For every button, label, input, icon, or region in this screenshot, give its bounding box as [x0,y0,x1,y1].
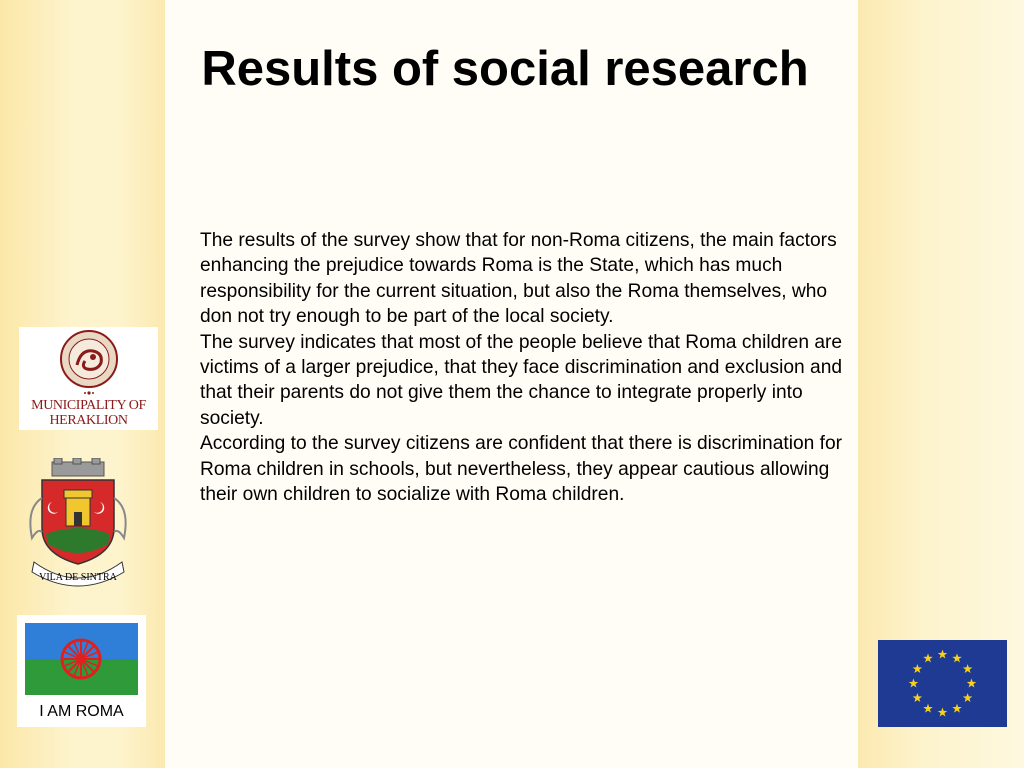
eu-star [923,653,933,662]
sintra-coat-of-arms [20,458,135,590]
eu-star [909,679,919,688]
sintra-shield-icon [20,458,135,590]
eu-star [913,664,923,673]
heraklion-line2: HERAKLION [49,413,128,428]
eu-star [952,653,962,662]
slide-title: Results of social research [201,42,809,96]
eu-stars-icon [878,640,1007,727]
eu-star [952,704,962,713]
eu-star [938,650,948,659]
eu-star [923,704,933,713]
heraklion-logo [19,327,158,430]
eu-star [967,679,977,688]
eu-star [913,693,923,702]
slide-body [200,228,845,507]
roma-flag-icon [17,615,146,703]
paragraph-school-discrimination: According to the survey citizens are confident that there is discrimination for Roma children in schools, but nevertheless, they appear cautious allowing their own children to socialize with Roma children. [200,433,843,506]
heraklion-line1: MUNICIPALITY OF [31,398,146,413]
sintra-ribbon-text: VILA DE SINTRA [39,572,117,583]
eu-star [963,693,973,702]
paragraph-prejudice-factors: The results of the survey show that for non-Roma citizens, the main factors enhancing the prejudice towards Roma is the State, which has much responsibility for the current situation, but also the Roma themselves, who don not try enough to be part of the local society. [200,230,837,328]
roma-flag-logo [17,615,146,727]
paragraph-children-victims: The survey indicates that most of the people believe that Roma children are victims of a larger prejudice, that they face discrimination and exclusion and that their parents do not give them the chance to integrate properly into society. [200,331,843,429]
roma-caption: I AM ROMA [39,703,124,720]
eu-star [938,708,948,717]
eu-star [963,664,973,673]
eu-flag [878,640,1007,727]
